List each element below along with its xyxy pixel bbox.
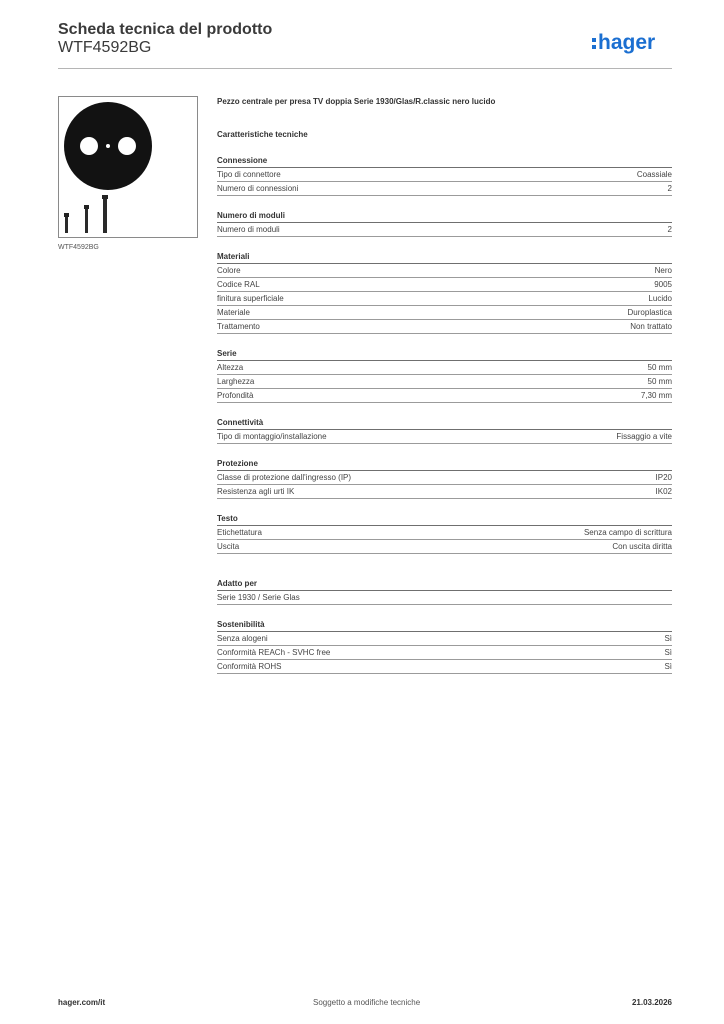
section-title: Numero di moduli	[217, 210, 672, 223]
section-title: Serie	[217, 348, 672, 361]
spec-content	[217, 96, 672, 674]
spec-label: Uscita	[217, 542, 240, 551]
section-testo	[217, 513, 672, 554]
spec-label: Etichettatura	[217, 528, 262, 537]
spec-row	[217, 292, 672, 306]
section-protezione	[217, 458, 672, 499]
image-caption: WTF4592BG	[58, 244, 99, 251]
spec-value: 50 mm	[647, 363, 672, 372]
product-description: Pezzo centrale per presa TV doppia Serie 1930/Glas/R.classic nero lucido	[217, 97, 496, 106]
spec-row	[217, 526, 672, 540]
spec-value: 7,30 mm	[640, 391, 672, 400]
footer-date: 21.03.2026	[631, 998, 672, 1007]
spec-label: Serie 1930 / Serie Glas	[217, 593, 300, 602]
spec-value: 2	[667, 184, 672, 193]
spec-label: Tipo di connettore	[217, 170, 281, 179]
spec-label: finitura superficiale	[217, 294, 284, 303]
spec-row	[217, 168, 672, 182]
spec-value: IK02	[655, 487, 672, 496]
hager-logo	[592, 27, 674, 57]
section-serie	[217, 348, 672, 403]
spec-value: Sì	[664, 634, 672, 643]
spec-value: Lucido	[648, 294, 672, 303]
tv-socket-cover-icon	[59, 97, 197, 237]
spec-label: Larghezza	[217, 377, 255, 386]
section-title: Adatto per	[217, 578, 672, 591]
spec-row	[217, 485, 672, 499]
spec-row	[217, 389, 672, 403]
spec-row	[217, 306, 672, 320]
spec-row	[217, 278, 672, 292]
spec-row	[217, 632, 672, 646]
spec-label: Senza alogeni	[217, 634, 268, 643]
spec-label: Tipo di montaggio/installazione	[217, 432, 327, 441]
section-numero-moduli	[217, 210, 672, 237]
footer-website[interactable]: hager.com/it	[58, 998, 106, 1007]
footer-note: Soggetto a modifiche tecniche	[313, 998, 421, 1007]
spec-row	[217, 646, 672, 660]
spec-label: Conformità ROHS	[217, 662, 282, 671]
spec-label: Profondità	[217, 391, 254, 400]
spec-label: Colore	[217, 266, 241, 275]
spec-label: Numero di moduli	[217, 225, 280, 234]
spec-value: Nero	[654, 266, 672, 275]
section-materiali	[217, 251, 672, 334]
section-title: Testo	[217, 513, 672, 526]
page-title: Scheda tecnica del prodotto	[58, 21, 273, 38]
spec-label: Materiale	[217, 308, 250, 317]
spec-value: Duroplastica	[627, 308, 672, 317]
section-title: Materiali	[217, 251, 672, 264]
spec-label: Conformità REACh - SVHC free	[217, 648, 331, 657]
spec-row	[217, 375, 672, 389]
section-title: Connettività	[217, 417, 672, 430]
spec-row	[217, 471, 672, 485]
spec-value: Fissaggio a vite	[616, 432, 672, 441]
section-title: Sostenibilità	[217, 619, 672, 632]
product-code: WTF4592BG	[58, 39, 152, 56]
spec-row	[217, 182, 672, 196]
spec-row	[217, 540, 672, 554]
spec-row	[217, 264, 672, 278]
spec-row	[217, 591, 672, 605]
spec-row	[217, 660, 672, 674]
header-divider	[58, 68, 672, 69]
spec-value: Non trattato	[630, 322, 672, 331]
section-connettivita	[217, 417, 672, 444]
spec-row	[217, 430, 672, 444]
spec-label: Codice RAL	[217, 280, 260, 289]
spec-label: Classe di protezione dall'ingresso (IP)	[217, 473, 352, 482]
section-adatto-per	[217, 578, 672, 605]
spec-value: Sì	[664, 662, 672, 671]
product-image	[58, 96, 198, 238]
spec-value: Coassiale	[636, 170, 672, 179]
spec-value: Senza campo di scrittura	[583, 528, 672, 537]
spec-row	[217, 223, 672, 237]
spec-row	[217, 320, 672, 334]
spec-label: Trattamento	[217, 322, 260, 331]
svg-text:hager: hager	[598, 31, 656, 54]
spec-row	[217, 361, 672, 375]
spec-value: 2	[667, 225, 672, 234]
spec-label: Numero di connessioni	[217, 184, 299, 193]
spec-value: Con uscita diritta	[612, 542, 672, 551]
spec-value: Sì	[664, 648, 672, 657]
spec-value: 9005	[654, 280, 672, 289]
spec-value: IP20	[655, 473, 672, 482]
section-sostenibilita	[217, 619, 672, 674]
section-title: Connessione	[217, 155, 672, 168]
spec-value: 50 mm	[647, 377, 672, 386]
section-title: Protezione	[217, 458, 672, 471]
tech-heading: Caratteristiche tecniche	[217, 130, 308, 139]
spec-label: Resistenza agli urti IK	[217, 487, 295, 496]
spec-label: Altezza	[217, 363, 244, 372]
section-connessione	[217, 155, 672, 196]
